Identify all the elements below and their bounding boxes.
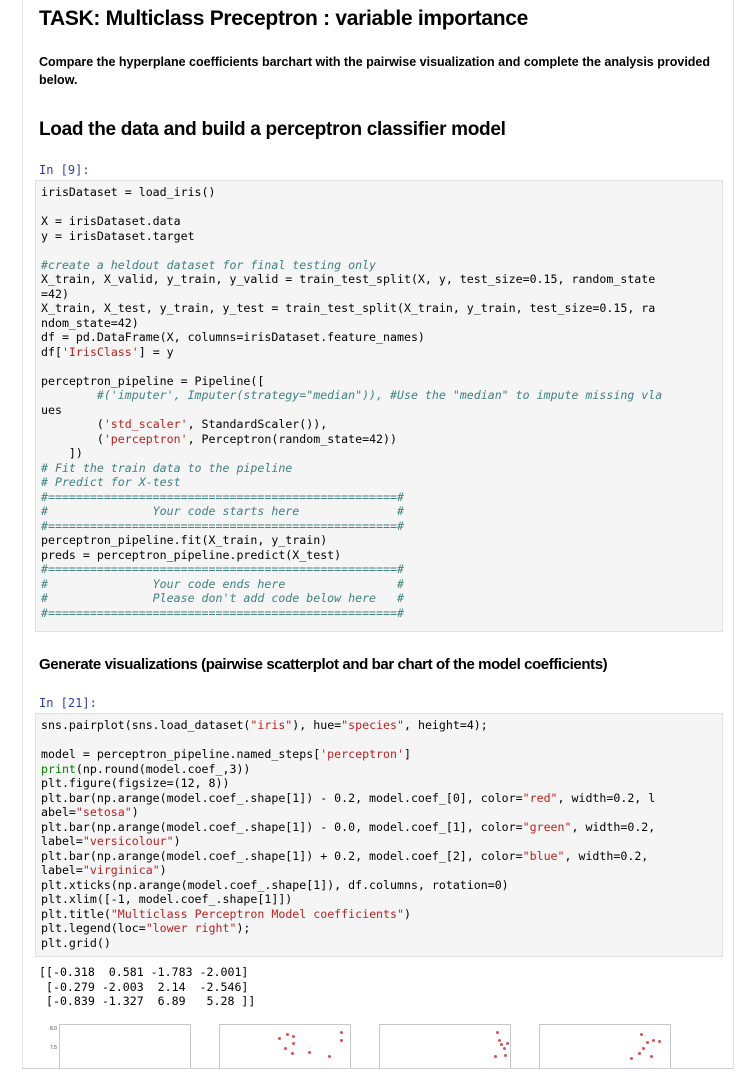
cell-prompt-21: In [21]: <box>39 696 97 710</box>
code-line: plt.xlim([-1, model.coef_.shape[1]]) <box>41 892 293 906</box>
scatter-point <box>286 1033 289 1036</box>
code-line: X_train, X_valid, y_train, y_valid = train_test_split(X, y, test_size=0.15, random_state <box>41 272 656 286</box>
code-line: # Your code ends here # <box>41 576 404 591</box>
scatter-point <box>650 1055 653 1058</box>
scatter-point <box>494 1055 497 1058</box>
code-line: plt.xticks(np.arange(model.coef_.shape[1]), df.columns, rotation=0) <box>41 877 509 892</box>
code-line <box>41 733 718 748</box>
code-line: X_train, X_test, y_train, y_test = train_test_split(X_train, y_train, test_size=0.15, ra <box>41 301 656 315</box>
scatter-point <box>278 1037 281 1040</box>
scatter-point <box>630 1057 633 1060</box>
code-line: plt.grid() <box>41 935 111 950</box>
code-line: =42) <box>41 286 69 301</box>
scatter-point <box>496 1031 499 1034</box>
notebook-page <box>22 0 734 1069</box>
code-line: ('perceptron', Perceptron(random_state=42)) <box>41 431 397 446</box>
scatter-point <box>500 1043 503 1046</box>
code-line: print(np.round(model.coef_,3)) <box>41 761 251 776</box>
code-line: plt.figure(figsize=(12, 8)) <box>41 776 230 790</box>
code-line: #create a heldout dataset for final testing only <box>41 257 377 272</box>
code-line: label="versicolour") <box>41 834 181 848</box>
section-heading-visualizations: Generate visualizations (pairwise scatterplot and bar chart of the model coefficients) <box>39 656 608 673</box>
scatter-point <box>340 1039 343 1042</box>
code-line: df = pd.DataFrame(X, columns=irisDataset.feature_names) <box>41 330 425 344</box>
code-line: sns.pairplot(sns.load_dataset("iris"), hue="species", height=4); <box>41 718 488 732</box>
code-line: preds = perceptron_pipeline.predict(X_test) <box>41 547 342 562</box>
code-line: perceptron_pipeline = Pipeline([ <box>41 373 265 388</box>
scatter-point <box>340 1031 343 1034</box>
scatter-point <box>638 1052 641 1055</box>
code-line: ]) <box>41 446 83 460</box>
code-line: label="virginica") <box>41 863 167 877</box>
code-line <box>41 359 718 374</box>
code-line: #==================================================# <box>41 489 404 504</box>
scatter-point <box>308 1051 311 1054</box>
code-line: # Your code starts here # <box>41 504 404 518</box>
scatter-point <box>506 1042 509 1045</box>
code-cell-load-data[interactable] <box>35 180 723 632</box>
code-line <box>41 200 718 215</box>
code-line: ues <box>41 402 62 417</box>
scatter-point <box>292 1035 295 1038</box>
code-line: X = irisDataset.data <box>41 214 181 228</box>
scatter-point <box>646 1041 649 1044</box>
code-cell-visualizations[interactable] <box>35 713 723 957</box>
y-tick-label: 8.0 <box>50 1026 57 1032</box>
page-title: TASK: Multiclass Preceptron : variable importance <box>39 7 529 30</box>
code-line: perceptron_pipeline.fit(X_train, y_train) <box>41 533 328 547</box>
code-line: irisDataset = load_iris() <box>41 185 216 199</box>
code-line: #('imputer', Imputer(strategy="median")), #Use the "median" to impute missing vla <box>41 388 663 402</box>
code-line: plt.legend(loc="lower right"); <box>41 921 251 935</box>
code-line: plt.bar(np.arange(model.coef_.shape[1]) - 0.2, model.coef_[0], color="red", width=0.2, l <box>41 790 656 805</box>
y-tick-label: 7.5 <box>50 1045 57 1051</box>
code-line: #==================================================# <box>41 562 404 576</box>
code-line: abel="setosa") <box>41 805 139 819</box>
scatter-point <box>652 1039 655 1042</box>
code-line: ndom_state=42) <box>41 315 139 330</box>
pairplot-panel <box>219 1024 351 1069</box>
scatter-point <box>640 1033 643 1036</box>
cell-output-coefficients <box>39 965 255 1009</box>
code-line: # Please don't add code below here # <box>41 591 404 605</box>
scatter-point <box>658 1040 661 1043</box>
output-line: [-0.279 -2.003 2.14 -2.546] <box>39 979 249 994</box>
cell-prompt-9: In [9]: <box>39 163 90 177</box>
pairplot-panel <box>379 1024 511 1069</box>
scatter-point <box>642 1047 645 1050</box>
scatter-point <box>328 1055 331 1058</box>
scatter-point <box>498 1039 501 1042</box>
task-instructions: Compare the hyperplane coefficients barchart with the pairwise visualization and complete the analysis provided below. <box>39 55 711 87</box>
code-line <box>41 243 718 258</box>
output-line: [[-0.318 0.581 -1.783 -2.001] <box>39 965 249 979</box>
code-line: df['IrisClass'] = y <box>41 344 174 359</box>
section-heading-load-data: Load the data and build a perceptron classifier model <box>39 119 506 140</box>
pairplot-panel <box>59 1024 191 1069</box>
code-line: model = perceptron_pipeline.named_steps['perceptron'] <box>41 747 411 761</box>
code-line: #==================================================# <box>41 518 404 533</box>
scatter-point <box>503 1047 506 1050</box>
code-line: plt.bar(np.arange(model.coef_.shape[1]) + 0.2, model.coef_[2], color="blue", width=0.2, <box>41 848 649 863</box>
output-line: [-0.839 -1.327 6.89 5.28 ]] <box>39 994 256 1008</box>
scatter-point <box>291 1052 294 1055</box>
code-line: plt.title("Multiclass Perceptron Model coefficients") <box>41 906 411 921</box>
code-line: y = irisDataset.target <box>41 228 195 243</box>
scatter-point <box>284 1047 287 1050</box>
code-line: #==================================================# <box>41 605 404 620</box>
pairplot-preview <box>39 1018 729 1068</box>
scatter-point <box>504 1054 507 1057</box>
code-line: # Predict for X-test <box>41 475 181 489</box>
code-line: plt.bar(np.arange(model.coef_.shape[1]) - 0.0, model.coef_[1], color="green", width=0.2, <box>41 819 656 834</box>
code-line: # Fit the train data to the pipeline <box>41 460 293 475</box>
pairplot-panel <box>539 1024 671 1069</box>
code-line: ('std_scaler', StandardScaler()), <box>41 417 328 431</box>
scatter-point <box>292 1042 295 1045</box>
